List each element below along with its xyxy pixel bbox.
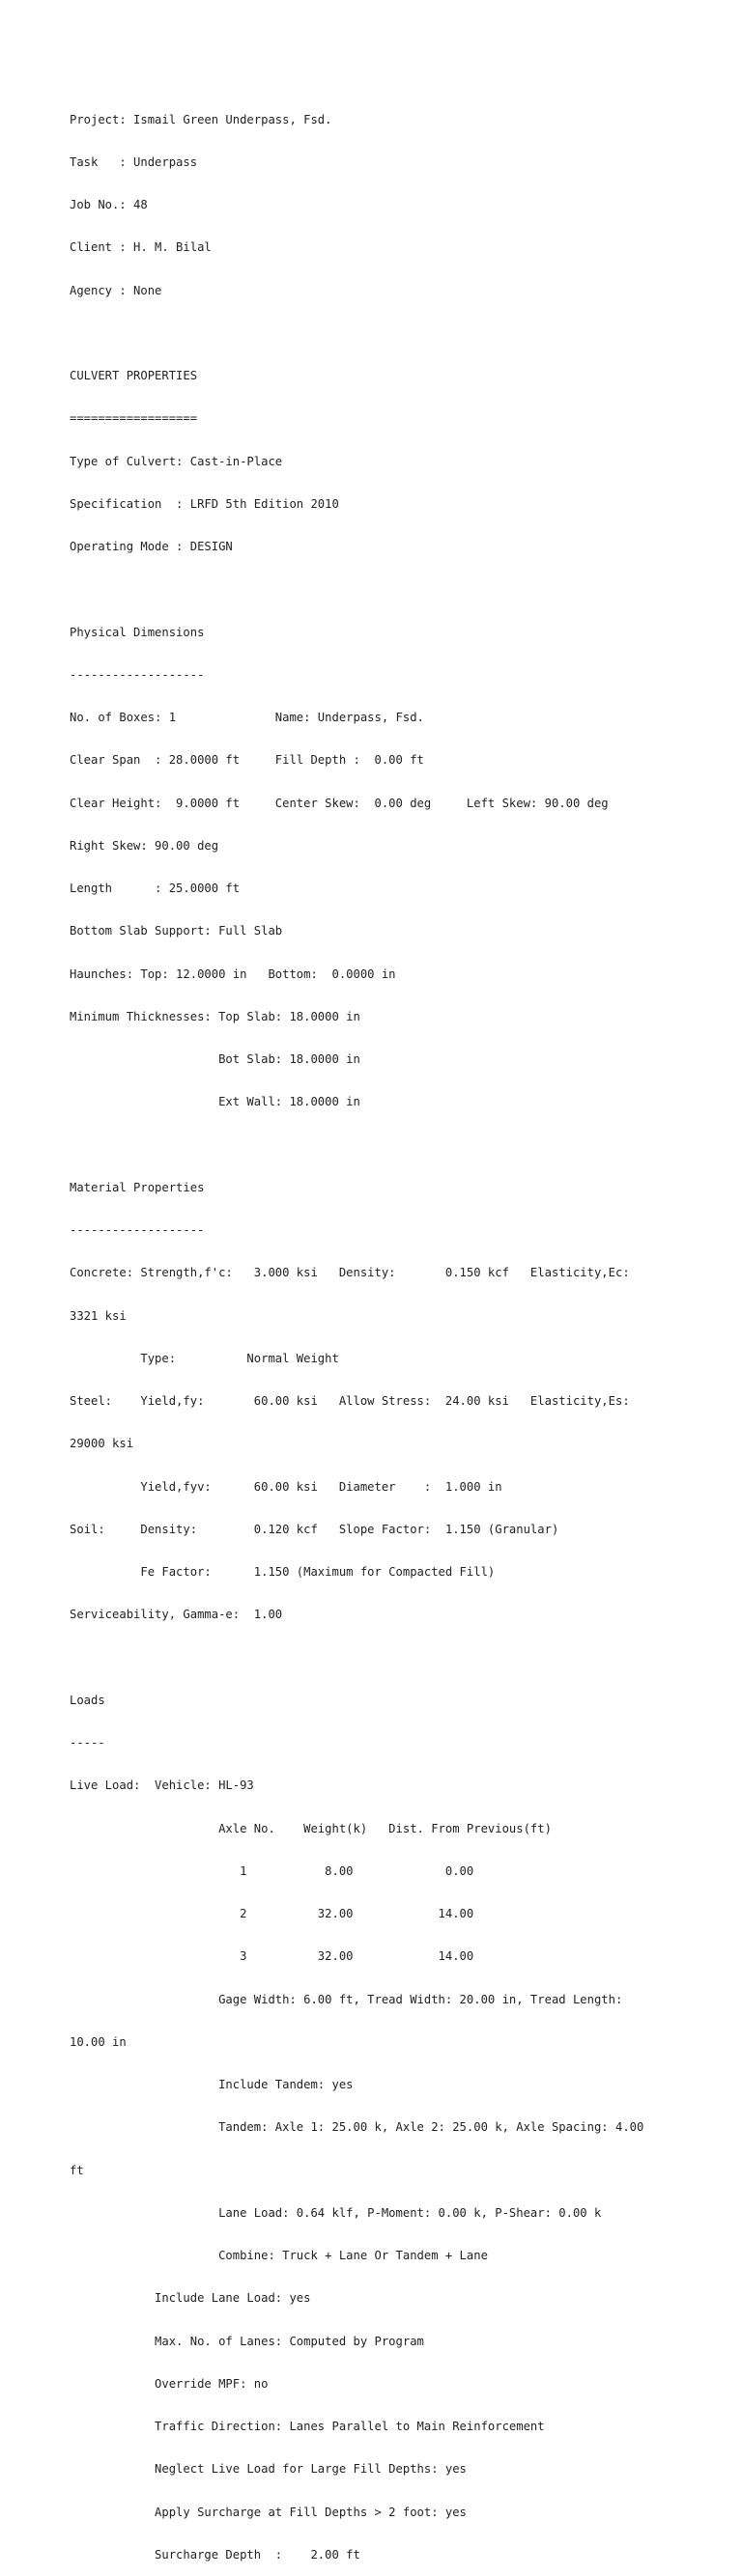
report-line: Bot Slab: 18.0000 in	[70, 1052, 360, 1066]
report-line: 10.00 in	[70, 2034, 127, 2049]
report-line: Include Lane Load: yes	[70, 2291, 311, 2306]
report-line: Lane Load: 0.64 klf, P-Moment: 0.00 k, P-Shear: 0.00 k	[70, 2205, 602, 2220]
report-line: Length : 25.0000 ft	[70, 882, 241, 895]
report-line: Haunches: Top: 12.0000 in Bottom: 0.0000 in	[70, 966, 396, 981]
report-line: -------------------	[70, 1223, 205, 1237]
report-line: Client : H. M. Bilal	[70, 240, 212, 255]
report-line: ==================	[70, 411, 198, 426]
report-line: Gage Width: 6.00 ft, Tread Width: 20.00 in, Tread Length:	[70, 1992, 623, 2006]
report-line: Axle No. Weight(k) Dist. From Previous(ft)	[70, 1821, 552, 1835]
report-line: Apply Surcharge at Fill Depths > 2 foot: yes	[70, 2505, 467, 2519]
report-line: Steel: Yield,fy: 60.00 ksi Allow Stress: 24.00 ksi Elasticity,Es:	[70, 1394, 630, 1408]
report-text	[70, 84, 643, 2576]
report-line: Project: Ismail Green Underpass, Fsd.	[70, 112, 332, 126]
report-line: Bottom Slab Support: Full Slab	[70, 924, 283, 938]
report-line: Serviceability, Gamma-e: 1.00	[70, 1608, 283, 1622]
report-line: Concrete: Strength,f'c: 3.000 ksi Density: 0.150 kcf Elasticity,Ec:	[70, 1266, 630, 1280]
report-line: Fe Factor: 1.150 (Maximum for Compacted Fill)	[70, 1565, 496, 1579]
report-line: -------------------	[70, 667, 205, 682]
report-line: Operating Mode : DESIGN	[70, 540, 233, 553]
section-heading: Loads	[70, 1693, 105, 1707]
report-line: Combine: Truck + Lane Or Tandem + Lane	[70, 2249, 488, 2262]
section-heading: Physical Dimensions	[70, 625, 205, 639]
report-line: Traffic Direction: Lanes Parallel to Main Reinforcement	[70, 2420, 545, 2433]
report-line: Specification : LRFD 5th Edition 2010	[70, 496, 339, 511]
report-line: Ext Wall: 18.0000 in	[70, 1095, 360, 1109]
report-line	[70, 1651, 643, 1666]
report-line: Override MPF: no	[70, 2376, 269, 2391]
report-line: 29000 ksi	[70, 1437, 134, 1451]
section-heading: CULVERT PROPERTIES	[70, 369, 198, 382]
report-line: Max. No. of Lanes: Computed by Program	[70, 2334, 424, 2348]
report-line	[70, 582, 643, 597]
report-line: Tandem: Axle 1: 25.00 k, Axle 2: 25.00 k, Axle Spacing: 4.00	[70, 2120, 644, 2135]
report-line: Surcharge Depth : 2.00 ft	[70, 2547, 360, 2562]
report-line: ft	[70, 2163, 84, 2177]
report-line: Live Load: Vehicle: HL-93	[70, 1778, 254, 1793]
report-line: Soil: Density: 0.120 kcf Slope Factor: 1.150 (Granular)	[70, 1522, 559, 1536]
report-line: 3321 ksi	[70, 1308, 127, 1323]
report-line: Type: Normal Weight	[70, 1351, 339, 1365]
section-heading: Material Properties	[70, 1180, 205, 1194]
report-line: Include Tandem: yes	[70, 2078, 354, 2091]
report-line: Job No.: 48	[70, 198, 148, 211]
report-line: Type of Culvert: Cast-in-Place	[70, 454, 283, 468]
report-line: Minimum Thicknesses: Top Slab: 18.0000 in	[70, 1009, 360, 1023]
report-line: 3 32.00 14.00	[70, 1949, 474, 1964]
report-line: 1 8.00 0.00	[70, 1863, 474, 1878]
report-line	[70, 1138, 643, 1153]
report-line: Right Skew: 90.00 deg	[70, 838, 219, 853]
report-line: Agency : None	[70, 283, 162, 297]
report-line: Clear Span : 28.0000 ft Fill Depth : 0.00 ft	[70, 753, 424, 768]
report-line: Clear Height: 9.0000 ft Center Skew: 0.00 deg Left Skew: 90.00 deg	[70, 796, 609, 810]
report-line: Task : Underpass	[70, 154, 198, 169]
report-line: 2 32.00 14.00	[70, 1907, 474, 1920]
report-line	[70, 326, 643, 341]
report-line: Yield,fyv: 60.00 ksi Diameter : 1.000 in	[70, 1479, 502, 1494]
report-line: No. of Boxes: 1 Name: Underpass, Fsd.	[70, 711, 424, 724]
report-line: Neglect Live Load for Large Fill Depths: yes	[70, 2462, 467, 2477]
report-line: -----	[70, 1736, 105, 1750]
